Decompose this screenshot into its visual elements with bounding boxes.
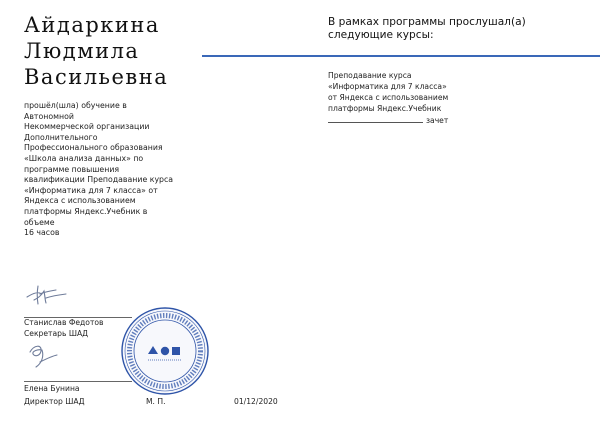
completion-line: Яндекса с использованием — [24, 196, 136, 206]
signature-2-image — [26, 342, 62, 370]
course-line: платформы Яндекс.Учебник — [328, 104, 442, 113]
signatory-2-name-block — [24, 384, 80, 395]
completion-line: квалификации Преподавание курса — [24, 175, 174, 185]
signatory-1-name: Станислав Федотов — [24, 318, 104, 327]
course-result-row — [328, 114, 498, 126]
completion-statement — [24, 101, 176, 239]
courses-heading-line: В рамках программы прослушал(а) — [328, 16, 526, 28]
result-blank-line — [328, 114, 423, 123]
courses-heading — [328, 16, 568, 41]
completion-line: Дополнительного — [24, 132, 98, 142]
signatory-2-name: Елена Бунина — [24, 384, 80, 393]
completion-line: «Информатика для 7 класса» от — [24, 185, 158, 195]
heading-divider — [202, 55, 600, 57]
signatory-1 — [24, 318, 104, 340]
course-entry — [328, 70, 498, 126]
recipient-name-line: Васильевна — [24, 65, 169, 89]
issue-date: 01/12/2020 — [234, 397, 278, 406]
completion-line: программе повышения — [24, 164, 120, 174]
stamp-placeholder: М. П. — [146, 397, 166, 406]
course-result: зачет — [426, 116, 449, 125]
course-line: «Информатика для 7 класса» — [328, 82, 447, 91]
recipient-name-line: Людмила — [24, 39, 140, 63]
courses-heading-line: следующие курсы: — [328, 28, 434, 41]
completion-line: Некоммерческой организации — [24, 122, 150, 132]
signatory-2-title: Директор ШАД — [24, 397, 85, 406]
completion-line: 16 часов — [24, 228, 60, 238]
completion-line: Профессионального образования — [24, 143, 163, 153]
completion-line: «Школа анализа данных» по — [24, 153, 144, 163]
recipient-name — [24, 12, 224, 90]
course-line: Преподавание курса — [328, 71, 412, 80]
official-seal-image — [120, 306, 210, 396]
completion-line: прошёл(шла) обучение в Автономной — [24, 101, 127, 121]
signature-1-image — [24, 282, 68, 306]
completion-line: платформы Яндекс.Учебник в объеме — [24, 206, 148, 227]
recipient-name-line: Айдаркина — [24, 13, 160, 37]
course-line: от Яндекса с использованием — [328, 93, 449, 102]
signatory-1-title: Секретарь ШАД — [24, 328, 89, 338]
signature-2-line — [24, 381, 132, 382]
